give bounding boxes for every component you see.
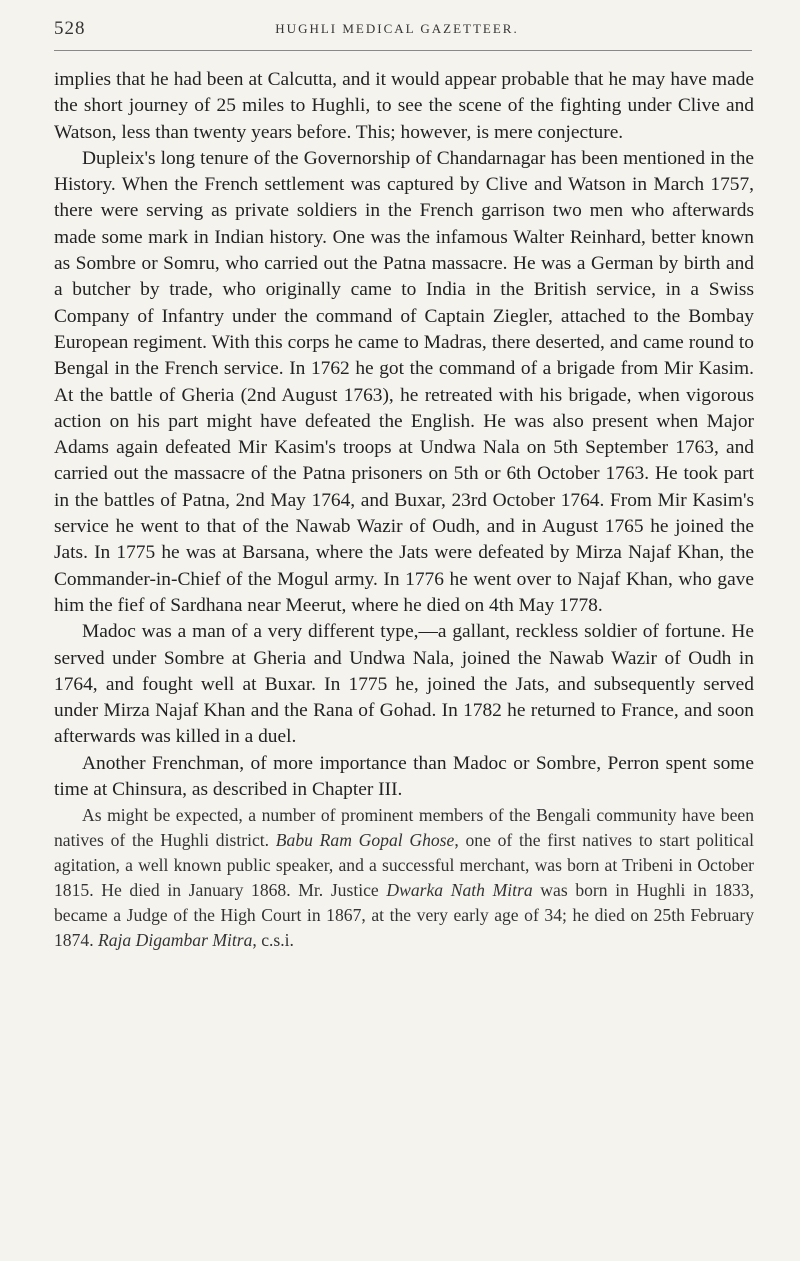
paragraph-madoc: Madoc was a man of a very different type,—a gallant, reckless soldier of fortune. He served under Sombre at Gheria and Undwa Nala, joined the Nawab Wazir of Oudh in 1764, and fought well at Buxar. In 1775 he, joined the Jats, and subsequently served under Mirza Najaf Khan and the Rana of Gohad. In 1782 he returned to France, and soon afterwards was killed in a duel. <box>54 621 754 748</box>
paragraph-sombre: Dupleix's long tenure of the Governorship of Chandarnagar has been mentioned in the History. When the French settlement was captured by Clive and Watson in March 1757, there were serving as private soldiers in the French garrison two men who afterwards made some mark in Indian history. One was the infamous Walter Reinhard, better known as Sombre or Somru, who carried out the Patna massacre. He was a German by birth and a butcher by trade, who originally came to India in the British service, in a Swiss Company of Infantry under the command of Captain Ziegler, attached to the Bombay European regiment. With this corps he came to Madras, there deserted, and came round to Bengal in the French service. In 1762 he got the command of a brigade from Mir Kasim. At the battle of Gheria (2nd August 1763), he retreated with his brigade, when vigorous action on his part might have defeated the English. He was also present when Major Adams again defeated Mir Kasim's troops at Undwa Nala on 5th September 1763, and carried out the massacre of the Patna prisoners on 5th or 6th October 1763. He took part in the battles of Patna, 2nd May 1764, and Buxar, 23rd October 1764. From Mir Kasim's service he went to that of the Nawab Wazir of Oudh, and in August 1765 he joined the Jats. In 1775 he was at Barsana, where the Jats were defeated by Mirza Najaf Khan, the Commander-in-Chief of the Mogul army. In 1776 he went over to Najaf Khan, who gave him the fief of Sardhana near Meerut, where he died on 4th May 1778. <box>54 147 754 616</box>
running-head: HUGHLI MEDICAL GAZETTEER. <box>275 21 519 36</box>
person-name: Babu Ram Gopal Ghose <box>275 830 455 851</box>
paragraph-perron: Another Frenchman, of more importance than Madoc or Sombre, Perron spent some time at Chinsura, as described in Chapter III. <box>54 752 754 801</box>
page-number: 528 <box>54 18 86 39</box>
text-segment: was born in Hughli in 1833, became a Judge of the High Court in 1867, at the very early age of 34; he died on 25th February 1874. <box>54 880 754 951</box>
page-header <box>54 18 740 48</box>
person-name: Raja Digambar Mitra <box>97 930 253 951</box>
paragraph-continuation: implies that he had been at Calcutta, and it would appear probable that he may have made the short journey of 25 miles to Hughli, to see the scene of the fighting under Clive and Watson, less than twenty years before. This; however, is mere conjecture. <box>54 69 754 143</box>
text-segment: As might be expected, a number of prominent members of the Bengali community have been natives of the Hughli district. <box>54 805 754 851</box>
body-text <box>54 67 754 953</box>
header-rule <box>54 50 752 51</box>
person-name: Dwarka Nath Mitra <box>386 880 533 901</box>
paragraph-natives <box>54 803 754 953</box>
text-segment: , one of the first natives to start political agitation, a well known public speaker, and a successful merchant, was born at Tribeni in October 1815. He died in January 1868. Mr. Justice <box>54 830 754 901</box>
text-segment: , c.s.i. <box>252 930 294 951</box>
